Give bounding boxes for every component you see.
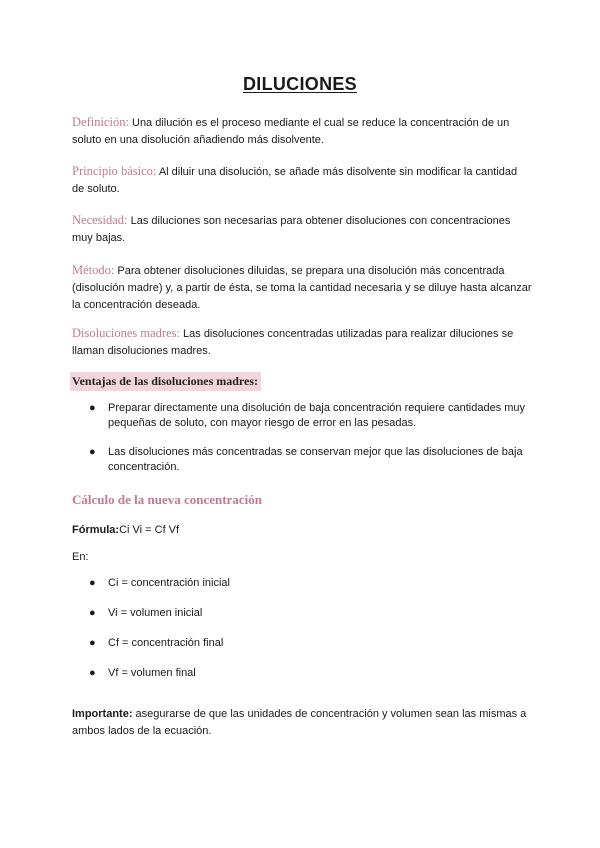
bullet-icon: ●	[89, 667, 96, 679]
advantages-list	[72, 401, 532, 475]
bullet-icon: ●	[89, 402, 96, 414]
list-item: ● Vi = volumen inicial	[89, 607, 203, 619]
important-note	[72, 706, 532, 740]
stock-solutions-text: Las disoluciones concentradas utilizadas para realizar diluciones se llaman disoluciones madres.	[72, 328, 514, 357]
method-text: Para obtener disoluciones diluidas, se prepara una disolución más concentrada (disolución madre) y, a partir de ésta, se toma la cantidad necesaria y se diluye hasta alcanzar la concentración deseada.	[72, 265, 532, 311]
important-text: asegurarse de que las unidades de concentración y volumen sean las mismas a ambos lados de la ecuación.	[72, 708, 527, 737]
stock-solutions-term: Disoluciones madres:	[72, 326, 180, 340]
principle-term: Principio básico:	[72, 164, 157, 178]
principle-text: Al diluir una disolución, se añade más disolvente sin modificar la cantidad de soluto.	[72, 166, 518, 195]
method-paragraph	[72, 262, 532, 314]
page-title: DILUCIONES	[242, 74, 357, 94]
list-item: ● Vf = volumen final	[89, 667, 196, 679]
definition-paragraph	[72, 114, 532, 149]
formula-label: Fórmula:	[72, 524, 120, 536]
important-label: Importante:	[72, 708, 133, 720]
list-item: ● Cf = concentración final	[89, 637, 224, 649]
bullet-icon: ●	[89, 607, 96, 619]
list-item: ● Las disoluciones más concentradas se conservan mejor que las disoluciones de baja concentración.	[89, 446, 523, 473]
formula-text: Ci Vi = Cf Vf	[119, 524, 180, 536]
definition-term: Definición:	[72, 115, 129, 129]
stock-solutions-paragraph	[72, 325, 532, 360]
list-item: ● Preparar directamente una disolución de baja concentración requiere cantidades muy pequeñas de soluto, con mayor riesgo de error en las pesadas.	[89, 402, 526, 429]
necessity-text: Las diluciones son necesarias para obtener disoluciones con concentraciones muy bajas.	[72, 215, 511, 244]
necessity-term: Necesidad:	[72, 213, 128, 227]
bullet-icon: ●	[89, 446, 96, 458]
bullet-icon: ●	[89, 577, 96, 589]
formula-line	[72, 523, 179, 538]
list-item: ● Ci = concentración inicial	[89, 577, 230, 589]
principle-paragraph	[72, 163, 532, 198]
definition-text: Una dilución es el proceso mediante el cual se reduce la concentración de un soluto en una disolución añadiendo más disolvente.	[72, 117, 510, 146]
necessity-paragraph	[72, 212, 532, 247]
bullet-icon: ●	[89, 637, 96, 649]
en-label: En:	[72, 551, 89, 563]
advantages-heading: Ventajas de las disoluciones madres:	[70, 372, 261, 391]
variables-list	[72, 576, 532, 681]
calculation-heading: Cálculo de la nueva concentración	[72, 492, 262, 507]
method-term: Método:	[72, 263, 115, 277]
